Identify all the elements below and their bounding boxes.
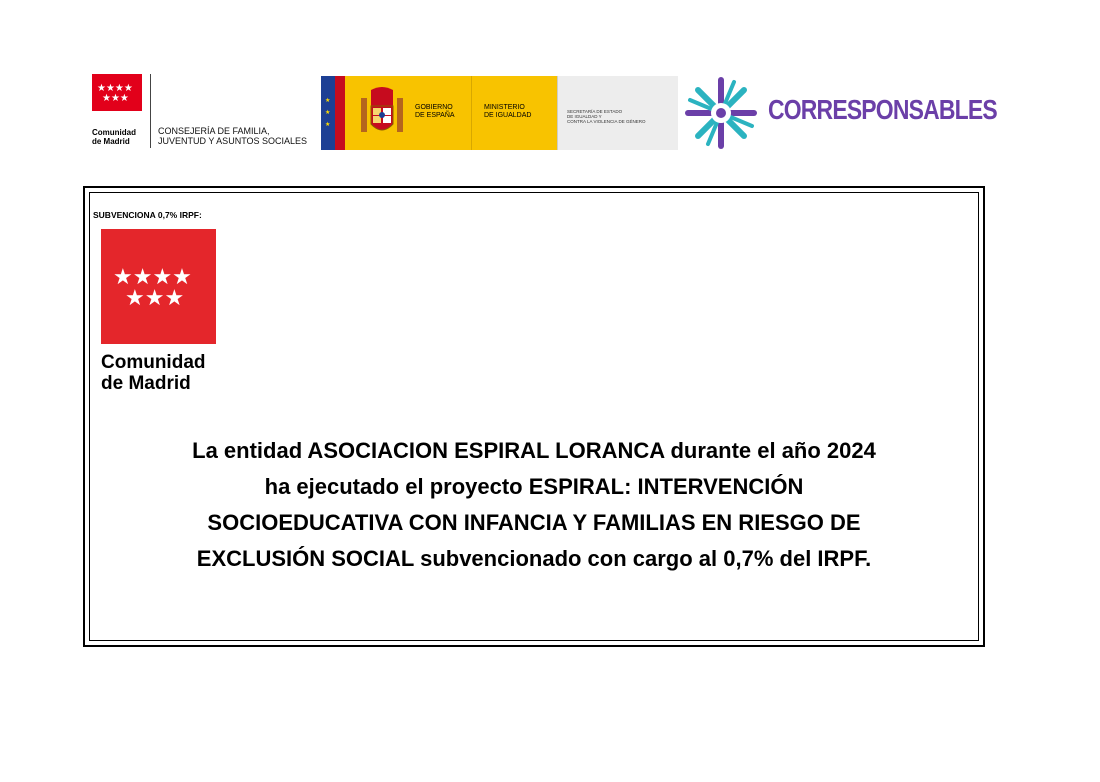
gobierno-line1: GOBIERNO: [415, 104, 453, 111]
secretaria-line3: CONTRA LA VIOLENCIA DE GÉNERO: [567, 119, 646, 124]
gobierno-espana-logo: [321, 76, 677, 150]
statement-line1: La entidad ASOCIACION ESPIRAL LORANCA durante el año 2024: [192, 438, 876, 463]
cm-small-name-line1: Comunidad: [92, 128, 136, 137]
svg-text:★★★★: ★★★★: [97, 82, 133, 94]
gobierno-label: [415, 104, 455, 120]
ministerio-label: [484, 104, 531, 120]
subvencion-frame: [83, 186, 985, 647]
subvencion-statement: [105, 433, 963, 577]
logo-divider: [150, 74, 151, 148]
secretaria-line2: DE IGUALDAD Y: [567, 114, 602, 119]
spain-flag-stripe: [335, 76, 345, 150]
gobierno-line2: DE ESPAÑA: [415, 112, 455, 119]
svg-text:★★★: ★★★: [102, 92, 129, 104]
subvenciona-label: SUBVENCIONA 0,7% IRPF:: [93, 210, 202, 220]
svg-text:★: ★: [325, 109, 331, 116]
madrid-flag-large-icon: [101, 229, 216, 344]
consejeria-label: [158, 126, 307, 146]
header-logos: [0, 0, 1100, 170]
svg-text:★★★: ★★★: [124, 285, 184, 309]
cm-large-name-line1: Comunidad: [101, 352, 206, 373]
comunidad-madrid-logo-large: [101, 229, 216, 394]
corresponsables-star-icon: [684, 76, 758, 150]
cm-small-name-line2: de Madrid: [92, 137, 130, 146]
svg-text:★: ★: [325, 97, 331, 104]
ministerio-line1: MINISTERIO: [484, 104, 525, 111]
spain-coat-of-arms-icon: [357, 84, 407, 142]
comunidad-madrid-logo-small: [92, 74, 148, 152]
consejeria-line1: CONSEJERÍA DE FAMILIA,: [158, 126, 270, 136]
cm-large-name-line2: de Madrid: [101, 373, 191, 394]
ministerio-line2: DE IGUALDAD: [484, 112, 532, 119]
svg-text:★★★★: ★★★★: [112, 264, 192, 290]
statement-line4: EXCLUSIÓN SOCIAL subvencionado con cargo al 0,7% del IRPF.: [196, 546, 872, 571]
svg-text:★: ★: [325, 121, 331, 128]
statement-line3: SOCIOEDUCATIVA CON INFANCIA Y FAMILIAS EN RIESGO DE: [207, 510, 861, 535]
statement-line2: ha ejecutado el proyecto ESPIRAL: INTERVENCIÓN: [264, 474, 804, 499]
consejeria-line2: JUVENTUD Y ASUNTOS SOCIALES: [158, 136, 308, 146]
eu-flag-icon: [321, 76, 335, 150]
gobierno-separator: [471, 76, 472, 150]
corresponsables-wordmark: CORRESPONSABLES: [768, 94, 997, 125]
madrid-flag-icon: [92, 74, 142, 111]
secretaria-line1: SECRETARÍA DE ESTADO: [567, 109, 623, 114]
secretaria-label: [567, 109, 646, 124]
